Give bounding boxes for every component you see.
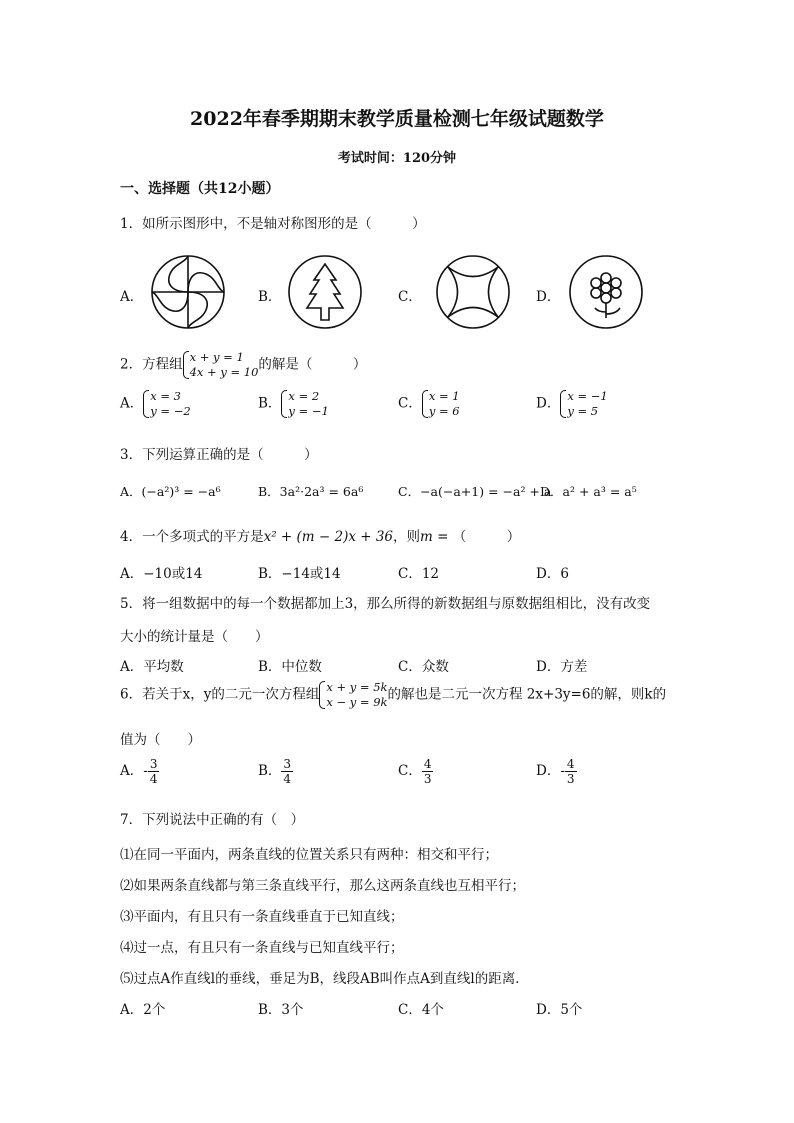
q2-option-c: C． x = 1 y = 6 [398, 389, 460, 418]
q2-option-b: B． x = 2 y = −1 [258, 389, 329, 418]
question-6-line-1: 6．若关于x，y的二元一次方程组 x + y = 5k x − y = 9k 的解也是二元一次方程 2x+3y=6的解，则k的 [120, 680, 667, 709]
q7-statement-4: ⑷过一点，有且只有一条直线与已知直线平行； [120, 940, 404, 956]
question-5-line-1: 5．将一组数据中的每一个数据都加上3，那么所得的新数据组与原数据组相比，没有改变 [120, 596, 651, 612]
q6-option-d: D．- $\frac{4}{3}$ [536, 757, 575, 786]
q7-option-c: C．4个 [398, 1002, 444, 1018]
q3-option-c: C．−a(−a+1) = −a² + a [398, 484, 552, 499]
q4-option-d: D．6 [536, 566, 569, 582]
q7-option-a: A．2个 [120, 1002, 166, 1018]
q7-statement-1: ⑴在同一平面内，两条直线的位置关系只有两种：相交和平行； [120, 847, 498, 863]
page-title: 2022年春季期期末教学质量检测七年级试题数学 [190, 108, 604, 130]
q1-option-c-label: C． [398, 289, 422, 305]
q7-statement-2: ⑵如果两条直线都与第三条直线平行，那么这两条直线也互相平行； [120, 878, 525, 894]
flower-circle-icon [568, 254, 644, 330]
q4-option-c: C．12 [398, 566, 440, 582]
q7-option-d: D．5个 [536, 1002, 583, 1018]
pinwheel-circle-icon [150, 254, 226, 330]
q5-option-d: D．方差 [536, 659, 588, 675]
q7-option-b: B．3个 [258, 1002, 304, 1018]
q5-option-b: B．中位数 [258, 659, 322, 675]
q3-option-b: B．3a²·2a³ = 6a⁶ [258, 484, 364, 499]
question-4: 4．一个多项式的平方是x² + (m − 2)x + 36，则m = （ ） [120, 529, 521, 545]
exam-time: 考试时间：120分钟 [337, 151, 457, 166]
curved-square-circle-icon [435, 254, 511, 330]
q7-statement-5: ⑸过点A作直线l的垂线，垂足为B，线段AB叫作点A到直线l的距离． [120, 971, 529, 987]
q2-equation-system: x + y = 1 4x + y = 10 [183, 350, 259, 380]
section-heading: 一、选择题（共12小题） [120, 181, 280, 197]
q4-option-a: A．−10或14 [120, 566, 203, 582]
q3-option-d: D．a² + a³ = a⁵ [540, 484, 637, 499]
q6-option-a: A．- $\frac{3}{4}$ [120, 757, 158, 786]
question-7: 7．下列说法中正确的有（ ） [120, 812, 305, 828]
tree-circle-icon [287, 254, 363, 330]
q6-equation-system: x + y = 5k x − y = 9k [319, 680, 387, 710]
q4-option-b: B．−14或14 [258, 566, 341, 582]
q5-option-a: A．平均数 [120, 659, 184, 675]
question-2: 2．方程组 x + y = 1 4x + y = 10 的解是（ ） [120, 350, 367, 379]
q2-option-a: A． x = 3 y = −2 [120, 389, 191, 418]
q1-option-b-label: B． [258, 289, 282, 305]
q5-option-c: C．众数 [398, 659, 449, 675]
q1-option-d-label: D． [536, 289, 561, 305]
q6-option-c: C． $\frac{4}{3}$ [398, 757, 432, 786]
q7-statement-3: ⑶平面内，有且只有一条直线垂直于已知直线； [120, 909, 404, 925]
question-3: 3．下列运算正确的是（ ） [120, 447, 318, 463]
question-6-line-2: 值为（ ） [120, 732, 201, 748]
question-1: 1．如所示图形中，不是轴对称图形的是（ ） [120, 216, 426, 232]
q6-option-b: B． $\frac{3}{4}$ [258, 757, 292, 786]
q1-option-a-label: A． [120, 289, 144, 305]
q2-option-d: D． x = −1 y = 5 [536, 389, 608, 418]
question-5-line-2: 大小的统计量是（ ） [120, 629, 269, 645]
q3-option-a: A．(−a²)³ = −a⁶ [120, 484, 221, 499]
